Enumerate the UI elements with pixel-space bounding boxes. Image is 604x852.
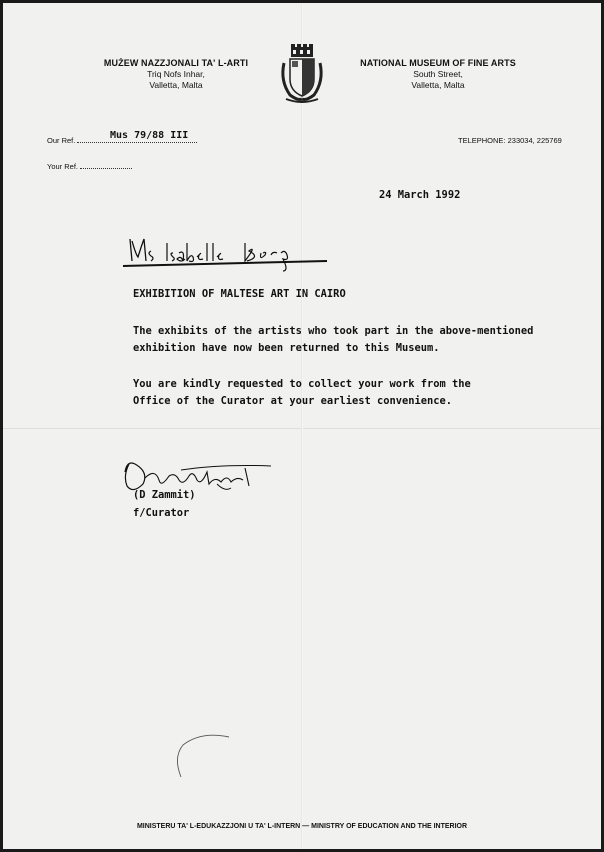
address-line-maltese-2: Valletta, Malta — [149, 80, 203, 90]
address-line-english-1: South Street, — [413, 69, 463, 79]
museum-name-maltese: MUŻEW NAZZJONALI TA' L-ARTI — [103, 58, 249, 68]
signatory-title: f/Curator — [133, 507, 190, 519]
paragraph-2-line-1: You are kindly requested to collect your work from the — [133, 378, 471, 390]
fold-line-vertical — [301, 3, 303, 849]
your-ref-dotted-line — [80, 160, 132, 169]
telephone: TELEPHONE: 233034, 225769 — [458, 136, 562, 145]
pen-mark — [171, 731, 233, 781]
paragraph-1-line-1: The exhibits of the artists who took part in the above-mentioned — [133, 325, 534, 337]
address-line-maltese-1: Triq Nofs Inhar, — [147, 69, 205, 79]
letterhead-right — [338, 58, 538, 91]
our-ref-label: Our Ref. — [47, 136, 76, 145]
address-line-english-2: Valletta, Malta — [411, 80, 465, 90]
signatory-name: (D Zammit) — [133, 489, 196, 501]
handwritten-addressee — [121, 231, 336, 275]
museum-name-english: NATIONAL MUSEUM OF FINE ARTS — [360, 58, 516, 68]
your-ref-label: Your Ref. — [47, 162, 78, 171]
paragraph-1-line-2: exhibition have now been returned to this Museum. — [133, 342, 440, 354]
your-ref-row — [47, 160, 132, 171]
paragraph-2-line-2: Office of the Curator at your earliest convenience. — [133, 395, 453, 407]
subject-line: EXHIBITION OF MALTESE ART IN CAIRO — [133, 288, 346, 300]
letter-page — [3, 3, 601, 849]
coat-of-arms-icon — [278, 43, 326, 103]
footer-ministry: MINISTERU TA' L-EDUKAZZJONI U TA' L-INTERN — MINISTRY OF EDUCATION AND THE INTERIOR — [136, 823, 468, 830]
letterhead-left — [81, 58, 271, 91]
our-ref-value: Mus 79/88 III — [110, 130, 189, 141]
letter-date: 24 March 1992 — [379, 189, 461, 201]
